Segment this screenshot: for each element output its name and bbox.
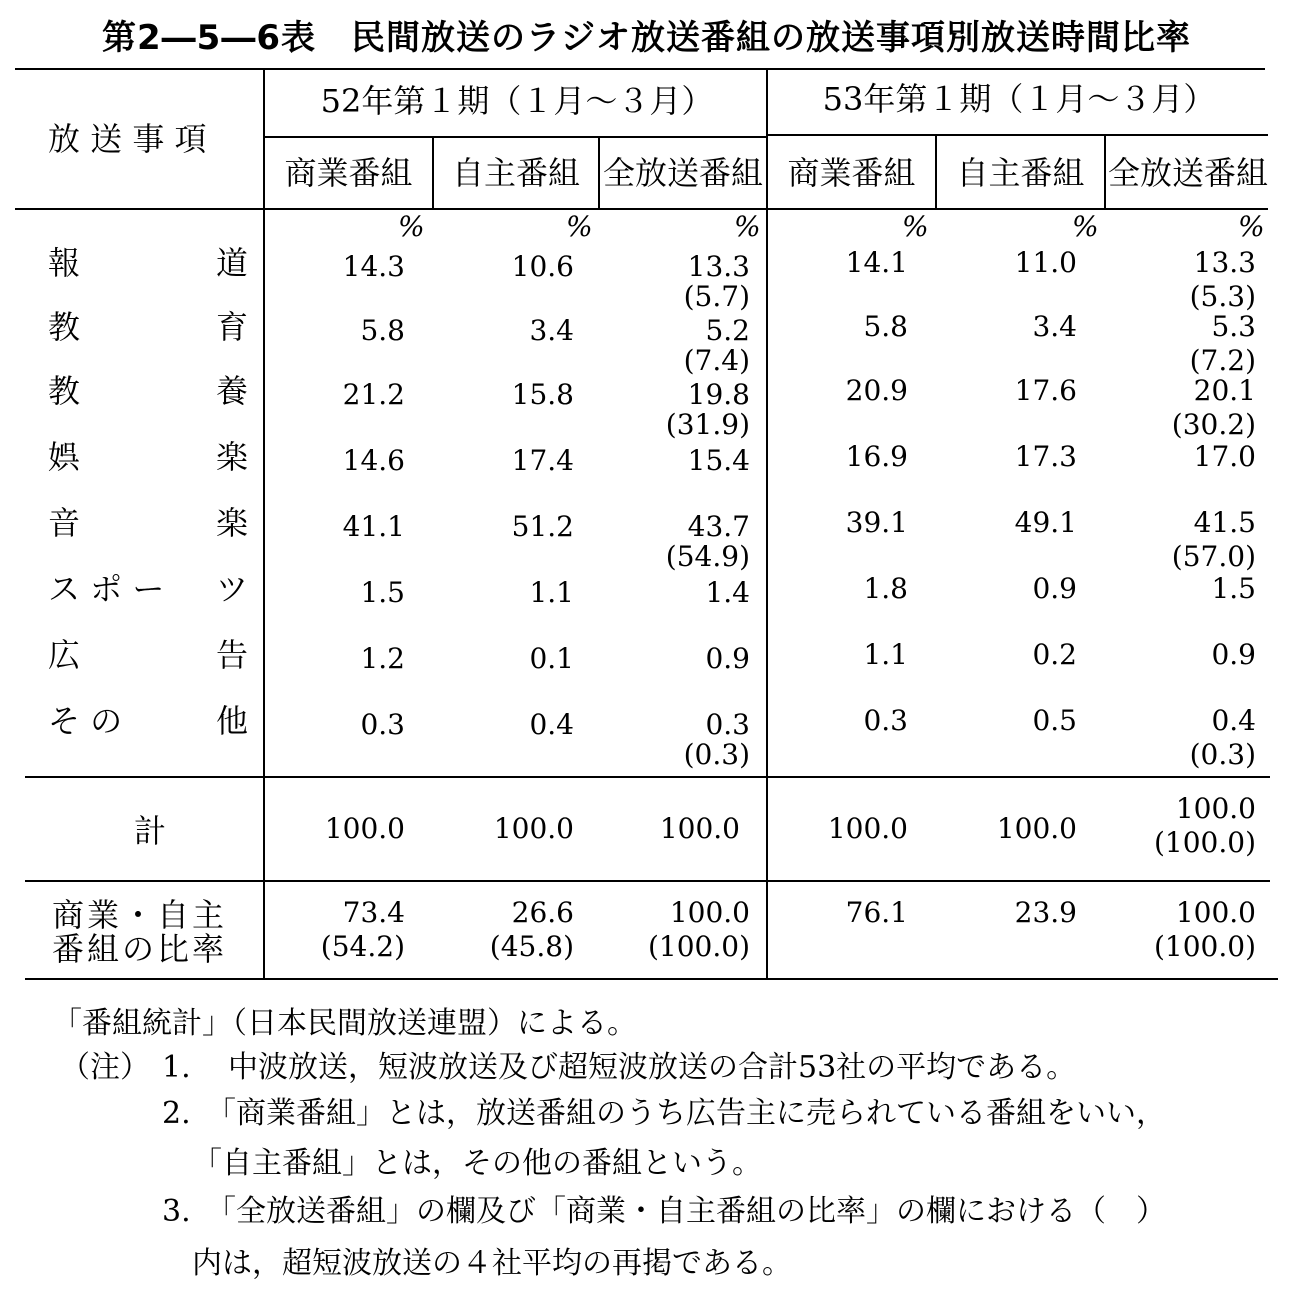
- period1-header: 52年第１期（１月～３月）: [320, 82, 714, 120]
- row-label: 報: [48, 244, 81, 282]
- ratio-label-line2: 番組の比率: [52, 930, 228, 968]
- value-cell: 1.2: [360, 642, 405, 675]
- value-cell: 49.1: [1014, 506, 1077, 539]
- value-cell: 15.4: [687, 444, 750, 477]
- note-text: 「自主番組」とは，その他の番組という。: [192, 1146, 762, 1181]
- source-note: 「番組統計」（日本民間放送連盟）による。: [52, 1006, 637, 1041]
- item-header: 放 送 事 項: [48, 120, 207, 158]
- ratio-sub-value: (54.2): [320, 930, 405, 963]
- note-number: 3.: [162, 1194, 191, 1229]
- value-cell: 5.2: [705, 314, 750, 347]
- value-cell: 1.8: [863, 572, 908, 605]
- total-value: 100.0: [493, 812, 574, 845]
- sub-value-cell: (5.3): [1189, 280, 1256, 313]
- value-cell: 5.8: [360, 314, 405, 347]
- sub-value-cell: (54.9): [665, 540, 750, 573]
- note-text: 内は，超短波放送の４社平均の再掲である。: [192, 1246, 792, 1281]
- value-cell: 20.9: [845, 374, 908, 407]
- row-label: 広: [48, 636, 81, 674]
- note-text: 中波放送，短波放送及び超短波放送の合計53社の平均である。: [228, 1050, 1077, 1085]
- value-cell: 13.3: [1193, 246, 1256, 279]
- row-label: ツ: [215, 570, 248, 608]
- row-label: 教: [48, 372, 81, 410]
- percent-sign: %: [1072, 210, 1099, 243]
- period2-header: 53年第１期（１月～３月）: [822, 80, 1216, 118]
- value-cell: 1.1: [529, 576, 574, 609]
- sub-value-cell: (57.0): [1171, 540, 1256, 573]
- table-top-rule: [15, 68, 1265, 70]
- value-cell: 43.7: [687, 510, 750, 543]
- value-cell: 14.6: [342, 444, 405, 477]
- row-label: 告: [215, 636, 248, 674]
- value-cell: 14.3: [342, 250, 405, 283]
- sub-value-cell: (7.2): [1189, 344, 1256, 377]
- table-bottom-rule: [25, 978, 1278, 980]
- row-label: 養: [215, 372, 248, 410]
- row-label: 教: [48, 308, 81, 346]
- value-cell: 17.0: [1193, 440, 1256, 473]
- value-cell: 5.3: [1211, 310, 1256, 343]
- value-cell: 15.8: [511, 378, 574, 411]
- value-cell: 14.1: [845, 246, 908, 279]
- value-cell: 17.6: [1014, 374, 1077, 407]
- value-cell: 0.9: [705, 642, 750, 675]
- value-cell: 0.2: [1032, 638, 1077, 671]
- ratio-value: 100.0: [669, 896, 750, 929]
- value-cell: 0.4: [1211, 704, 1256, 737]
- value-cell: 3.4: [529, 314, 574, 347]
- percent-sign: %: [734, 210, 761, 243]
- note-number: 2.: [162, 1096, 191, 1131]
- value-cell: 3.4: [1032, 310, 1077, 343]
- value-cell: 17.3: [1014, 440, 1077, 473]
- col-header-commercial: 商業番組: [284, 154, 413, 192]
- table-title: 第2―5―6表 民間放送のラジオ放送番組の放送事項別放送時間比率: [102, 18, 1191, 58]
- col-header-all: 全放送番組: [1107, 154, 1268, 192]
- percent-sign: %: [566, 210, 593, 243]
- total-label: 計: [134, 812, 167, 850]
- sub-value-cell: (7.4): [683, 344, 750, 377]
- value-cell: 0.3: [705, 708, 750, 741]
- ratio-sub-value: (100.0): [647, 930, 750, 963]
- col-header-all: 全放送番組: [602, 154, 763, 192]
- row-label: 楽: [215, 504, 248, 542]
- ratio-value: 73.4: [342, 896, 405, 929]
- ratio-sub-value: (45.8): [489, 930, 574, 963]
- col-header-independent: 自主番組: [451, 154, 580, 192]
- total-value: 100.0: [324, 812, 405, 845]
- row-label: 育: [215, 308, 248, 346]
- note-text: 「商業番組」とは，放送番組のうち広告主に売られている番組をいい，: [206, 1096, 1166, 1131]
- value-cell: 0.5: [1032, 704, 1077, 737]
- ratio-value: 100.0: [1175, 896, 1256, 929]
- total-sub-value: (100.0): [1153, 826, 1256, 859]
- value-cell: 0.3: [360, 708, 405, 741]
- value-cell: 5.8: [863, 310, 908, 343]
- value-cell: 0.4: [529, 708, 574, 741]
- row-label: そ の: [48, 702, 123, 740]
- value-cell: 0.1: [529, 642, 574, 675]
- sub-value-cell: (0.3): [683, 738, 750, 771]
- total-value: 100.0: [1175, 792, 1256, 825]
- value-cell: 10.6: [511, 250, 574, 283]
- value-cell: 13.3: [687, 250, 750, 283]
- row-label: 娯: [48, 438, 81, 476]
- value-cell: 19.8: [687, 378, 750, 411]
- value-cell: 41.1: [342, 510, 405, 543]
- percent-sign: %: [1238, 210, 1265, 243]
- value-cell: 0.9: [1032, 572, 1077, 605]
- note-text: 「全放送番組」の欄及び「商業・自主番組の比率」の欄における（ ）: [206, 1194, 1166, 1229]
- ratio-sub-value: (100.0): [1153, 930, 1256, 963]
- row-label: 音: [48, 504, 81, 542]
- value-cell: 0.9: [1211, 638, 1256, 671]
- ratio-label-line1: 商業・自主: [52, 896, 228, 934]
- value-cell: 41.5: [1193, 506, 1256, 539]
- total-value: 100.0: [827, 812, 908, 845]
- total-value: 100.0: [996, 812, 1077, 845]
- value-cell: 21.2: [342, 378, 405, 411]
- value-cell: 17.4: [511, 444, 574, 477]
- row-label: 他: [215, 702, 248, 740]
- total-bottom-rule: [25, 880, 1270, 882]
- period1-underline: [265, 136, 768, 138]
- value-cell: 1.1: [863, 638, 908, 671]
- sub-value-cell: (0.3): [1189, 738, 1256, 771]
- col-header-commercial: 商業番組: [787, 154, 916, 192]
- ratio-value: 26.6: [511, 896, 574, 929]
- value-cell: 1.5: [360, 576, 405, 609]
- value-cell: 11.0: [1014, 246, 1077, 279]
- value-cell: 0.3: [863, 704, 908, 737]
- percent-sign: %: [398, 210, 425, 243]
- period2-underline: [768, 134, 1268, 136]
- note-number: 1.: [162, 1050, 191, 1085]
- body-bottom-rule: [25, 776, 1270, 778]
- value-cell: 51.2: [511, 510, 574, 543]
- note-label: （注）: [60, 1050, 150, 1085]
- value-cell: 1.5: [1211, 572, 1256, 605]
- percent-sign: %: [902, 210, 929, 243]
- row-label: ス ポ ー: [48, 570, 165, 608]
- ratio-value: 76.1: [845, 896, 908, 929]
- row-label: 道: [215, 244, 248, 282]
- value-cell: 16.9: [845, 440, 908, 473]
- value-cell: 20.1: [1193, 374, 1256, 407]
- sub-value-cell: (30.2): [1171, 408, 1256, 441]
- value-cell: 39.1: [845, 506, 908, 539]
- row-label: 楽: [215, 438, 248, 476]
- total-value: 100.0: [659, 812, 740, 845]
- value-cell: 1.4: [705, 576, 750, 609]
- ratio-value: 23.9: [1014, 896, 1077, 929]
- sub-value-cell: (5.7): [683, 280, 750, 313]
- sub-value-cell: (31.9): [665, 408, 750, 441]
- col-header-independent: 自主番組: [956, 154, 1085, 192]
